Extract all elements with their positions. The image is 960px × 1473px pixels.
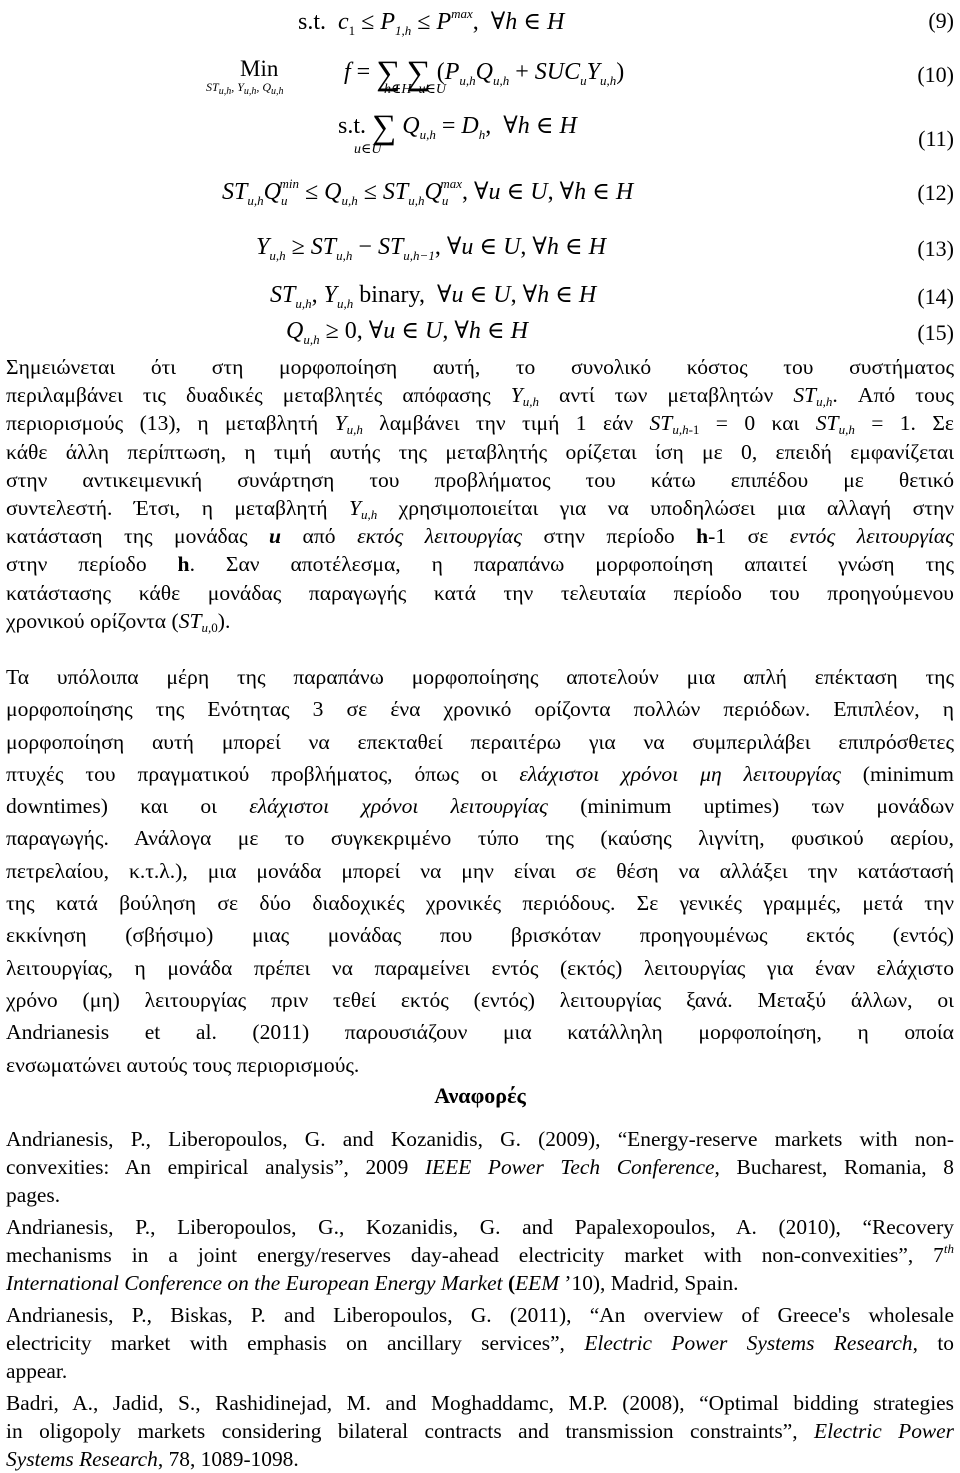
text-line: Andrianesis, P., Liberopoulos, G., Kozanidis, G. and Papalexopoulos, A. (2010), “Recovery <box>6 1215 954 1239</box>
text-line: Systems Research, 78, 1089-1098. <box>6 1447 299 1471</box>
text-line: πτυχές του πραγματικού προβλήματος, όπως οι ελάχιστοι χρόνοι μη λειτουργίας (minimum <box>6 761 954 786</box>
text-line: ενσωματώνει αυτούς τους περιορισμούς. <box>6 1052 360 1077</box>
text-line: Andrianesis et al. (2011) παρουσιάζουν μια κατάλληλη μορφοποίηση, η οποία <box>6 1020 954 1045</box>
text-line: downtimes) και οι ελάχιστοι χρόνοι λειτουργίας (minimum uptimes) των μονάδων <box>6 794 954 819</box>
text-line: mechanisms in a joint energy/reserves day-ahead electricity market with non-convexities”, 7th <box>6 1241 954 1267</box>
text-line: περιλαμβάνει τις δυαδικές μεταβλητές απόφασης $Y_{u,h}$ αντί των μεταβλητών $ST_{u,h}$. Από τους <box>6 383 954 410</box>
equation-12: $ST_{u,h}Q_u^{min} \le Q_{u,h} \le ST_{u,h}Q_u^{max}$, ∀u ∈ U, ∀h ∈ H (12) <box>222 176 954 208</box>
equation-number: (9) <box>928 8 954 33</box>
equation-9: s.t. $c_1 \le P_{1,h} \le P^{max}$, ∀h ∈ H (9) <box>298 6 954 38</box>
reference-3 <box>6 1301 954 1385</box>
equation-number: (15) <box>917 320 954 345</box>
text-line: Σημειώνεται ότι στη μορφοποίηση αυτή, το συνολικό κόστος του συστήματος <box>6 355 954 379</box>
text-line: χρόνο (μη) λειτουργίας πριν τεθεί εκτός (εντός) λειτουργίας ξανά. Μεταξύ άλλων, οι <box>6 987 954 1012</box>
text-line: electricity market with emphasis on ancillary services”, Electric Power Systems Research, to <box>6 1331 954 1355</box>
text-line: συντελεστή. Έτσι, η μεταβλητή $Y_{u,h}$ χρησιμοποιείται για να υποδηλώσει μια αλλαγή στην <box>6 496 954 523</box>
text-line: convexities: An empirical analysis”, 2009 IEEE Power Tech Conference, Bucharest, Romania, 8 <box>6 1155 954 1179</box>
equation-number: (11) <box>918 126 954 151</box>
equation-13: $Y_{u,h} \ge ST_{u,h} - ST_{u,h-1}$, ∀u ∈ U, ∀h ∈ H (13) <box>256 234 954 263</box>
text-line: Andrianesis, P., Liberopoulos, G. and Kozanidis, G. (2009), “Energy-reserve markets with non- <box>6 1127 954 1151</box>
equation-15: $Q_{u,h} \ge 0$, ∀u ∈ U, ∀h ∈ H (15) <box>286 318 954 347</box>
text-line: εκκίνηση (σβήσιμο) μιας μονάδας που βρισκόταν προηγουμένως εκτός (εντός) <box>6 923 954 948</box>
text-line: pages. <box>6 1183 61 1207</box>
text-line: χρονικού ορίζοντα $(ST_{u,0})$. <box>6 608 231 635</box>
reference-1 <box>6 1125 954 1209</box>
text-line: κάθε άλλη περίπτωση, η τιμή αυτής της μεταβλητής ορίζεται ίση με 0, επειδή εμφανίζεται <box>6 439 954 464</box>
equation-11: s.t. ∑ $Q_{u,h} = D_h$, ∀h ∈ H u∈U (11) <box>338 109 954 157</box>
text-line: περιορισμούς (13), η μεταβλητή $Y_{u,h}$ λαμβάνει την τιμή 1 εάν $ST_{u,h-1} = 0$ και $ST_{u,h} = 1$. Σε <box>6 411 954 438</box>
text-line: παραγωγής. Ανάλογα με το συγκεκριμένο τύπο της (καύσης λιγνίτη, φυσικού αερίου, <box>6 826 954 851</box>
text-line: Andrianesis, P., Biskas, P. and Liberopoulos, G. (2011), “An overview of Greece's wholesale <box>6 1303 954 1327</box>
equation-number: (12) <box>917 180 954 205</box>
equation-number: (13) <box>917 236 954 261</box>
text-line: της κατά βούληση σε δύο διαδοχικές χρονικές περιόδους. Σε γενικές γραμμές, μετά την <box>6 891 954 916</box>
text-line: in oligopoly markets considering bilateral contracts and transmission constraints”, Electric Power <box>6 1419 954 1443</box>
references-heading: Αναφορές <box>434 1083 526 1108</box>
text-line: πετρελαίου, κ.τ.λ.), μια μονάδα μπορεί να μην είναι σε θέση να αλλάξει την κατάστασή <box>6 858 954 883</box>
equation-number: (14) <box>917 284 954 309</box>
text-line: λειτουργίας, η μονάδα πρέπει να παραμείνει εντός (εκτός) λειτουργίας για έναν ελάχιστο <box>6 955 954 980</box>
text-line: κατάσταση της μονάδας u από εκτός λειτουργίας στην περίοδο h-1 σε εντός λειτουργίας <box>6 524 954 549</box>
text-line: Τα υπόλοιπα μέρη της παραπάνω μορφοποίησης αποτελούν μια απλή επέκταση της <box>6 665 954 689</box>
text-line: στην περίοδο h. Σαν αποτέλεσμα, η παραπάνω μορφοποίηση απαιτεί γνώση της <box>6 552 954 577</box>
paragraph-1 <box>6 353 954 635</box>
text-line: μορφοποίηση αυτή μπορεί να επεκταθεί περαιτέρω για να συμπεριλάβει επιπρόσθετες <box>6 729 954 754</box>
equation-number: (10) <box>917 62 954 87</box>
equation-14: $ST_{u,h}$, $Y_{u,h}$ binary, ∀u ∈ U, ∀h ∈ H (14) <box>270 282 954 311</box>
equation-10: Min $ST_{u,h}$, $Y_{u,h}$, $Q_{u,h}$ f = ∑ ∑ $(P_{u,h}Q_{u,h} + SUC_uY_{u,h})$ h∈H u∈U (10) <box>206 55 954 97</box>
reference-4 <box>6 1389 954 1473</box>
text-line: appear. <box>6 1359 68 1383</box>
reference-2 <box>6 1213 954 1297</box>
text-line: στην αντικειμενική συνάρτηση του προβλήματος του κάτω επιπέδου με θετικό <box>6 467 954 492</box>
text-line: μορφοποίησης της Ενότητας 3 σε ένα χρονικό ορίζοντα πολλών περιόδων. Επιπλέον, η <box>6 697 954 722</box>
text-line: International Conference on the European Energy Market (EEM ’10), Madrid, Spain. <box>6 1271 739 1295</box>
text-line: Badri, A., Jadid, S., Rashidinejad, M. and Moghaddamc, M.P. (2008), “Optimal bidding strategies <box>6 1391 954 1415</box>
paragraph-2 <box>6 661 954 1081</box>
text-line: κατάστασης κάθε μονάδας παραγωγής κατά την τελευταία περίοδο του προηγούμενου <box>6 580 954 605</box>
